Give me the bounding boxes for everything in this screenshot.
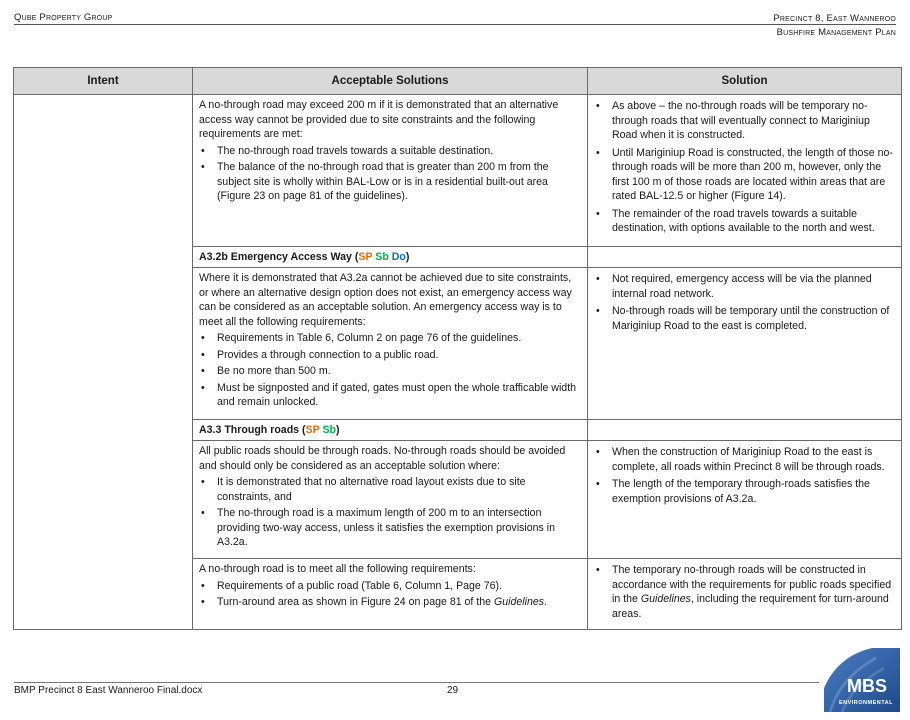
tag-sp: SP (305, 423, 320, 436)
list-item: • It is demonstrated that no alternative road layout exists due to site constraints, and (199, 475, 581, 504)
logo-subtext: ENVIRONMENTAL (838, 700, 894, 706)
bullet-list (199, 579, 581, 610)
list-item: • Must be signposted and if gated, gates must open the whole trafficable width and remain unlocked. (199, 381, 581, 410)
guidelines-emphasis: Guidelines (494, 596, 545, 609)
list-item: • The remainder of the road travels towards a suitable destination, with options available to the north and west. (594, 207, 895, 236)
page-number: 29 (447, 685, 459, 696)
list-item: • Requirements in Table 6, Column 2 on page 76 of the guidelines. (199, 331, 581, 346)
list-item (594, 563, 895, 621)
solution-cell (588, 95, 902, 247)
list-item: • The length of the temporary through-roads satisfies the exemption provisions of A3.2a. (594, 477, 895, 506)
table-row (14, 95, 902, 247)
bullet-list (594, 445, 895, 506)
list-item: • Be no more than 500 m. (199, 364, 581, 379)
footer-filename: BMP Precinct 8 East Wanneroo Final.docx (14, 685, 203, 696)
list-item: • The no-through road is a maximum length of 200 m to an intersection providing two-way access, unless it satisfies the exemption provisions in A3.2a. (199, 506, 581, 550)
header-rule (14, 24, 896, 25)
bullet-list (594, 563, 895, 621)
header-plan-name: Bushfire Management Plan (776, 27, 896, 38)
column-header-acceptable-solutions: Acceptable Solutions (193, 68, 588, 95)
acceptable-solution-cell (193, 95, 588, 247)
paragraph: A no-through road may exceed 200 m if it is demonstrated that an alternative access way cannot be provided due to site constraints and the following requirements are met: (199, 99, 559, 140)
acceptable-solution-cell (193, 441, 588, 559)
list-item-text: The temporary no-through roads will be constructed in accordance with the requirements for public roads specified in the (612, 564, 892, 606)
subheading-emergency-access-way (193, 246, 588, 268)
list-item: • No-through roads will be temporary until the construction of Mariginiup Road to the east is completed. (594, 304, 895, 333)
list-item: • When the construction of Mariginiup Road to the east is complete, all roads within Precinct 8 will be through roads. (594, 445, 895, 474)
list-item: • The balance of the no-through road that is greater than 200 m from the subject site is wholly within BAL-Low or is in a residential built-out area (Figure 23 on page 81 of the guidelines). (199, 160, 581, 204)
list-item: • Provides a through connection to a public road. (199, 348, 581, 363)
solution-cell (588, 441, 902, 559)
subheading-label: A3.3 Through roads ( (199, 423, 306, 436)
header-document-title (773, 12, 896, 40)
list-item-text: Turn-around area as shown in Figure 24 on page 81 of the (217, 596, 494, 609)
guidelines-emphasis: Guidelines (640, 593, 691, 606)
footer-rule (14, 682, 819, 683)
tag-sp: SP (358, 250, 373, 263)
paragraph: All public roads should be through roads. No-through roads should be avoided and should only be considered as an acceptable solution where: (199, 445, 566, 472)
list-item-text-end: . (544, 596, 548, 609)
bullet-list (199, 144, 581, 204)
subheading-close: ) (405, 250, 410, 263)
list-item: • As above – the no-through roads will be temporary no-through roads that will eventually connect to Mariginiup Road when it is constructed. (594, 99, 895, 143)
acceptable-solution-cell (193, 559, 588, 630)
list-item: • The no-through road travels towards a suitable destination. (199, 144, 581, 159)
paragraph: A no-through road is to meet all the following requirements: (199, 563, 476, 576)
subheading-label: A3.2b Emergency Access Way ( (199, 250, 359, 263)
mbs-environmental-logo (820, 648, 900, 712)
list-item: • Requirements of a public road (Table 6, Column 1, Page 76). (199, 579, 581, 594)
logo-text: MBS (847, 676, 887, 696)
requirements-table (13, 67, 902, 630)
solution-cell (588, 559, 902, 630)
paragraph: Where it is demonstrated that A3.2a cannot be achieved due to site constraints, or where an alternative design option does not exist, an emergency access way can be considered as an acceptable solution. An emergency access way is to meet all the following requirements: (199, 272, 572, 328)
list-item (199, 595, 581, 610)
bullet-list (199, 475, 581, 550)
bullet-list (199, 331, 581, 410)
list-item: • Until Mariginiup Road is constructed, the length of those no-through roads will be more than 200 m, however, only the first 100 m of those roads are located within areas that are rated BAL-12.5 or higher (Figure 14). (594, 146, 895, 204)
table-header-row (14, 68, 902, 95)
empty-cell (588, 419, 902, 441)
list-item-text-end: , including the requirement for turn-around areas. (612, 593, 889, 620)
tag-do: Do (391, 250, 406, 263)
tag-sb: Sb (375, 250, 389, 263)
column-header-solution: Solution (588, 68, 902, 95)
header-precinct: Precinct 8, East Wanneroo (773, 13, 896, 24)
column-header-intent: Intent (14, 68, 193, 95)
solution-cell (588, 268, 902, 420)
subheading-close: ) (336, 423, 340, 436)
subheading-through-roads (193, 419, 588, 441)
bullet-list (594, 272, 895, 333)
tag-sb: Sb (322, 423, 336, 436)
list-item: • Not required, emergency access will be via the planned internal road network. (594, 272, 895, 301)
header-company: Qube Property Group (14, 12, 113, 23)
acceptable-solution-cell (193, 268, 588, 420)
bullet-list (594, 99, 895, 236)
empty-cell (588, 246, 902, 268)
intent-cell (14, 95, 193, 630)
